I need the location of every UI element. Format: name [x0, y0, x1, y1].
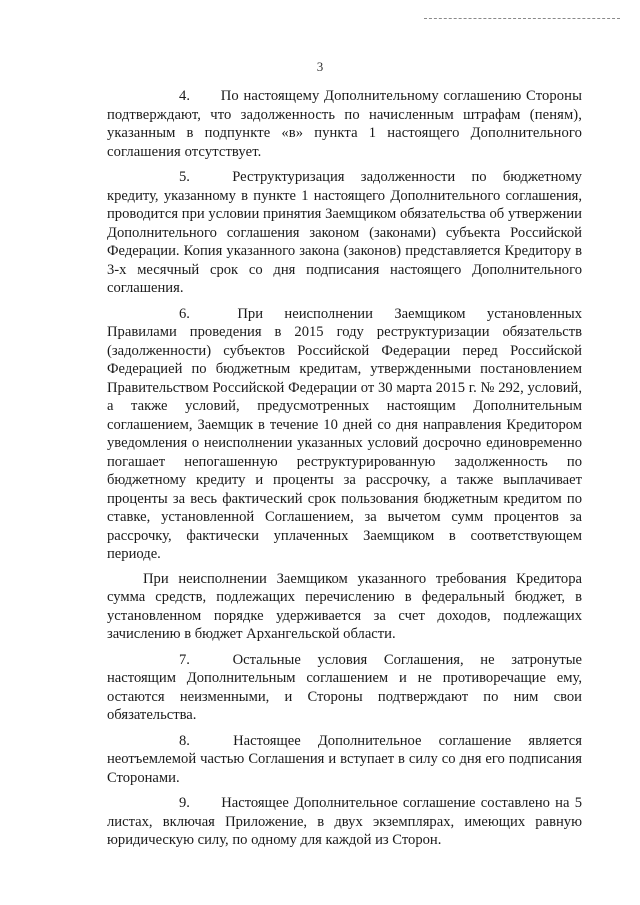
paragraph-7 [107, 651, 582, 725]
paragraph-number: 4. [179, 88, 191, 104]
paragraph-4 [107, 87, 582, 161]
paragraph-6-continuation [107, 570, 582, 644]
paragraph-text: При неисполнении Заемщиком указанного требования Кредитора сумма средств, подлежащих перечислению в федеральный бюджет, в установленном порядке удерживается за счет доходов, подлежащих зачислению в бюджет Архангельской области. [107, 570, 582, 642]
document-body [107, 87, 582, 857]
paragraph-number: 6. [179, 305, 190, 322]
paragraph-number: 5. [179, 169, 190, 185]
paragraph-number: 9. [179, 795, 190, 811]
paragraph-number: 8. [179, 732, 190, 749]
paragraph-9 [107, 794, 582, 850]
paragraph-text: При неисполнении Заемщиком установленных Правилами проведения в 2015 году реструктуризации обязательств (задолженности) субъектов Российской Федерации перед Российской Федерацией по бюджетным кредитам, утвержденными постановлением Правительством Российской Федерации от 30 марта 2015 г. № 292, условий, а также условий, предусмотренных настоящим Дополнительным соглашением, Заемщик в течение 10 дней со дня направления Кредитором уведомления о неисполнении указанных условий досрочно единовременно погашает непогашенную реструктурированную задолженность по бюджетному кредиту и проценты за рассрочку, а также выплачивает проценты за весь фактический срок пользования бюджетным кредитом по ставке, установленной Соглашением, за вычетом сумм процентов за рассрочку, фактически уплаченных Заемщиком в соответствующем периоде. [107, 305, 582, 562]
paragraph-5 [107, 168, 582, 298]
paragraph-text: Реструктуризация задолженности по бюджетному кредиту, указанному в пункте 1 настоящего Дополнительного соглашения, проводится при условии принятия Заемщиком обязательства об утвержении Дополнительного соглашения законом (законами) субъекта Российской Федерации. Копия указанного закона (законов) представляется Кредитору в 3-х месячный срок со дня подписания настоящего Дополнительного соглашения. [107, 169, 582, 296]
header-rule [424, 18, 620, 19]
paragraph-text: Настоящее Дополнительное соглашение составлено на 5 листах, включая Приложение, в двух экземплярах, имеющих равную юридическую силу, по одному для каждой из Сторон. [107, 795, 583, 848]
paragraph-text: Настоящее Дополнительное соглашение является неотъемлемой частью Соглашения и вступает в силу со дня его подписания Сторонами. [107, 732, 582, 786]
page-number: 3 [316, 59, 324, 74]
paragraph-number: 7. [179, 651, 190, 668]
paragraph-6 [107, 305, 582, 564]
paragraph-8 [107, 732, 582, 788]
paragraph-text: По настоящему Дополнительному соглашению Стороны подтверждают, что задолженность по начисленным штрафам (пеням), указанным в подпункте «в» пункта 1 настоящего Дополнительного соглашения отсутствует. [107, 88, 582, 160]
paragraph-text: Остальные условия Соглашения, не затронутые настоящим Дополнительным соглашением и не противоречащие ему, остаются неизменными, и Стороны подтверждают по ним свои обязательства. [107, 651, 582, 723]
